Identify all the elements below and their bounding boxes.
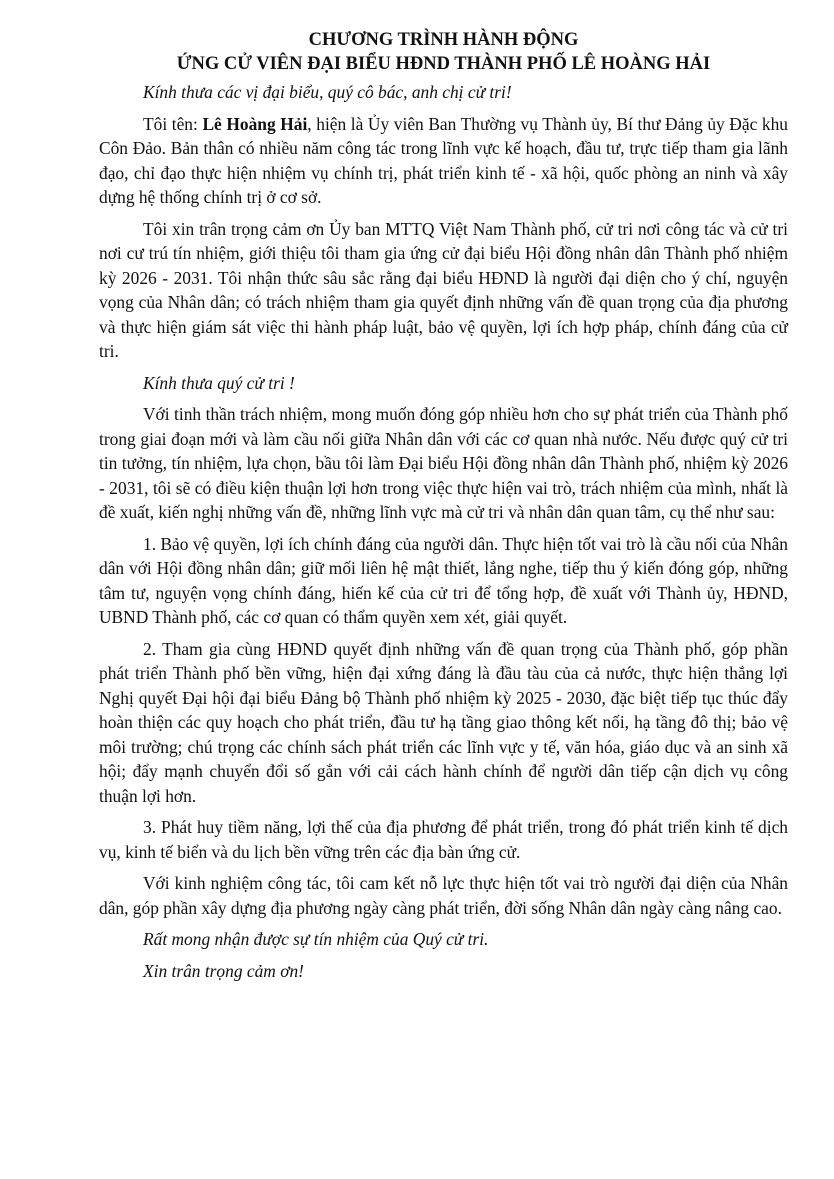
- closing-paragraph: Với kinh nghiệm công tác, tôi cam kết nỗ lực thực hiện tốt vai trò người đại diện của Nhân dân, góp phần xây dựng địa phương ngày càng phát triển, đời sống Nhân dân ngày càng nâng cao.: [99, 873, 788, 918]
- list-item: 2. Tham gia cùng HĐND quyết định những vấn đề quan trọng của Thành phố, góp phần phát triển Thành phố bền vững, hiện đại xứng đáng là đầu tàu của cả nước, thực hiện thắng lợi Nghị quyết Đại hội đại biểu Đảng bộ Thành phố nhiệm kỳ 2025 - 2030, đặc biệt tiếp tục thúc đẩy hoàn thiện các quy hoạch cho phát triển, đầu tư hạ tầng giao thông kết nối, hạ tầng đô thị; bảo vệ môi trường; chú trọng các chính sách phát triển các lĩnh vực y tế, văn hóa, giáo dục và an sinh xã hội; đẩy mạnh chuyển đổi số gắn với cải cách hành chính để người dân tiếp cận dịch vụ công thuận lợi hơn.: [99, 638, 788, 806]
- thanks-paragraph: Tôi xin trân trọng cảm ơn Ủy ban MTTQ Việt Nam Thành phố, cử tri nơi công tác và cử tri nơi cư trú tín nhiệm, giới thiệu tôi tham gia ứng cử đại biểu Hội đồng nhân dân Thành phố nhiệm kỳ 2026 - 2031. Tôi nhận thức sâu sắc rằng đại biểu HĐND là người đại diện cho ý chí, nguyện vọng của Nhân dân; có trách nhiệm tham gia quyết định những vấn đề quan trọng của địa phương và thực hiện giám sát việc thi hành pháp luật, bảo vệ quyền, lợi ích hợp pháp, chính đáng của cử tri.: [99, 218, 788, 361]
- intro-paragraph: [99, 112, 788, 210]
- sign-off-line-2: Xin trân trọng cảm ơn!: [143, 960, 304, 981]
- sign-off-line-1: Rất mong nhận được sự tín nhiệm của Quý cử tri.: [143, 929, 489, 949]
- list-item: 1. Bảo vệ quyền, lợi ích chính đáng của người dân. Thực hiện tốt vai trò là cầu nối của Nhân dân với Hội đồng nhân dân; giữ mối liên hệ mật thiết, lắng nghe, tiếp thu ý kiến đóng góp, những tâm tư, nguyện vọng chính đáng, hiến kế của cử tri để tổng hợp, đề xuất với Thành ủy, HĐND, UBND Thành phố, các cơ quan có thẩm quyền xem xét, giải quyết.: [99, 533, 788, 627]
- title-line-2: ỨNG CỬ VIÊN ĐẠI BIỂU HĐND THÀNH PHỐ LÊ HOÀNG HẢI: [176, 54, 711, 74]
- candidate-name: Lê Hoàng Hải: [202, 113, 308, 134]
- intro-rest: , hiện là Ủy viên Ban Thường vụ Thành ủy, Bí thư Đảng ủy Đặc khu Côn Đảo. Bản thân có nhiều năm công tác trong lĩnh vực kế hoạch, đầu tư, trực tiếp tham gia lãnh đạo, chỉ đạo thực hiện nhiệm vụ chính trị, phát triển kinh tế - xã hội, quốc phòng an ninh và xây dựng hệ thống chính trị ở cơ sở.: [99, 113, 788, 207]
- greeting: Kính thưa các vị đại biểu, quý cô bác, anh chị cử tri!: [143, 82, 512, 102]
- list-item: 3. Phát huy tiềm năng, lợi thế của địa phương để phát triển, trong đó phát triển kinh tế dịch vụ, kinh tế biển và du lịch bền vững trên các địa bàn ứng cử.: [99, 817, 788, 862]
- greeting-2: Kính thưa quý cử tri !: [143, 372, 295, 393]
- title-line-1: CHƯƠNG TRÌNH HÀNH ĐỘNG: [308, 30, 579, 50]
- document-title: [99, 28, 788, 76]
- intro-prefix: Tôi tên:: [143, 113, 203, 134]
- commitment-paragraph: Với tinh thần trách nhiệm, mong muốn đóng góp nhiều hơn cho sự phát triển của Thành phố trong giai đoạn mới và làm cầu nối giữa Nhân dân với các cơ quan nhà nước. Nếu được quý cử tri tin tưởng, tín nhiệm, lựa chọn, bầu tôi làm Đại biểu Hội đồng nhân dân Thành phố, nhiệm kỳ 2026 - 2031, tôi sẽ có điều kiện thuận lợi hơn trong việc thực hiện vai trò, trách nhiệm của mình, nhất là đề xuất, kiến nghị những vấn đề, những lĩnh vực mà cử tri và nhân dân quan tâm, cụ thể như sau:: [99, 404, 788, 522]
